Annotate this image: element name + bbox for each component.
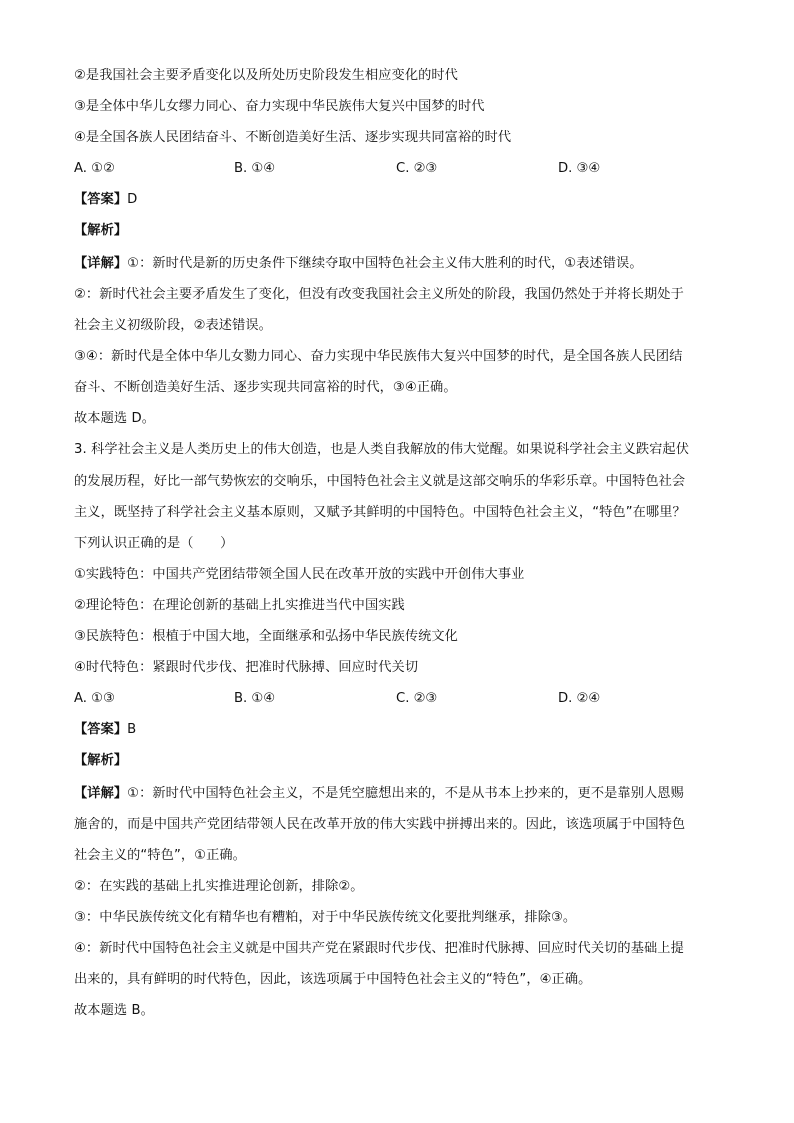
q2-detail-text: ①：新时代是新的历史条件下继续夺取中国特色社会主义伟大胜利的时代，①表述错误。	[127, 256, 643, 271]
q3-item-2: ②理论特色：在理论创新的基础上扎实推进当代中国实践	[74, 598, 405, 613]
q3-option-a: A. ①③	[74, 691, 115, 706]
q3-item-4: ④时代特色：紧跟时代步伐、把准时代脉搏、回应时代关切	[74, 660, 419, 675]
q3-answer	[74, 720, 136, 740]
q3-analysis-tag: 【解析】	[74, 753, 128, 768]
q2-option-d: D. ③④	[558, 161, 601, 176]
q3-option-c: C. ②③	[396, 691, 438, 706]
q3-detail-line: ③：中华民族传统文化有精华也有糟粕，对于中华民族传统文化要批判继承，排除③。	[74, 910, 577, 925]
q2-detail-tag: 【详解】	[74, 256, 128, 271]
q3-detail-tag: 【详解】	[74, 786, 128, 801]
q3-detail-line: 社会主义的“特色”，①正确。	[74, 848, 246, 863]
q2-item-3: ③是全体中华儿女缪力同心、奋力实现中华民族伟大复兴中国梦的时代	[74, 99, 485, 114]
q3-answer-value: B	[127, 722, 137, 737]
q3-stem-line: 3. 科学社会主义是人类历史上的伟大创造，也是人类自我解放的伟大觉醒。如果说科学社会主义跌宕起伏	[74, 442, 690, 457]
q2-item-4: ④是全国各族人民团结奋斗、不断创造美好生活、逐步实现共同富裕的时代	[74, 130, 512, 145]
q2-answer-value: D	[127, 192, 138, 207]
q3-option-b: B. ①④	[234, 691, 276, 706]
q3-stem-line: 下列认识正确的是（ ）	[74, 536, 234, 551]
q2-detail-line: ③④：新时代是全体中华儿女勠力同心、奋力实现中华民族伟大复兴中国梦的时代，是全国各族人民团结	[74, 349, 683, 364]
q3-detail-line: 出来的，具有鲜明的时代特色，因此，该选项属于中国特色社会主义的“特色”，④正确。	[74, 972, 592, 987]
q2-detail-line: 奋斗、不断创造美好生活、逐步实现共同富裕的时代，③④正确。	[74, 380, 457, 395]
q2-answer	[74, 190, 137, 210]
q3-detail-line: ④：新时代中国特色社会主义就是中国共产党在紧跟时代步伐、把准时代脉搏、回应时代关切的基础上提	[74, 941, 684, 956]
q3-detail-text: ①：新时代中国特色社会主义，不是凭空臆想出来的，不是从书本上抄来的，更不是靠别人恩赐	[127, 786, 684, 801]
q3-answer-tag: 【答案】	[74, 722, 128, 737]
q2-analysis-tag: 【解析】	[74, 223, 128, 238]
q2-item-2: ②是我国社会主要矛盾变化以及所处历史阶段发生相应变化的时代	[74, 68, 458, 83]
q2-detail-line: 社会主义初级阶段，②表述错误。	[74, 318, 272, 333]
q3-stem-line: 的发展历程，好比一部气势恢宏的交响乐，中国特色社会主义就是这部交响乐的华彩乐章。中国特色社会	[74, 474, 686, 489]
q3-detail-line: ②：在实践的基础上扎实推进理论创新，排除②。	[74, 879, 364, 894]
q2-detail-line	[74, 254, 643, 274]
q2-option-b: B. ①④	[234, 161, 276, 176]
q3-detail-line	[74, 784, 684, 804]
q3-item-1: ①实践特色：中国共产党团结带领全国人民在改革开放的实践中开创伟大事业	[74, 567, 525, 582]
q3-conclusion: 故本题选 B。	[74, 1003, 154, 1018]
q3-option-d: D. ②④	[558, 691, 601, 706]
q2-option-a: A. ①②	[74, 161, 115, 176]
q2-answer-tag: 【答案】	[74, 192, 128, 207]
q2-conclusion: 故本题选 D。	[74, 411, 155, 426]
q2-option-c: C. ②③	[396, 161, 438, 176]
q2-detail-line: ②：新时代社会主要矛盾发生了变化，但没有改变我国社会主义所处的阶段，我国仍然处于并将长期处于	[74, 287, 684, 302]
q3-stem-line: 主义，既坚持了科学社会主义基本原则，又赋予其鲜明的中国特色。中国特色社会主义，“特色”在哪里？	[74, 505, 686, 520]
q3-item-3: ③民族特色：根植于中国大地，全面继承和弘扬中华民族传统文化	[74, 629, 458, 644]
q3-detail-line: 施舍的，而是中国共产党团结带领人民在改革开放的伟大实践中拼搏出来的。因此，该选项属于中国特色	[74, 817, 686, 832]
